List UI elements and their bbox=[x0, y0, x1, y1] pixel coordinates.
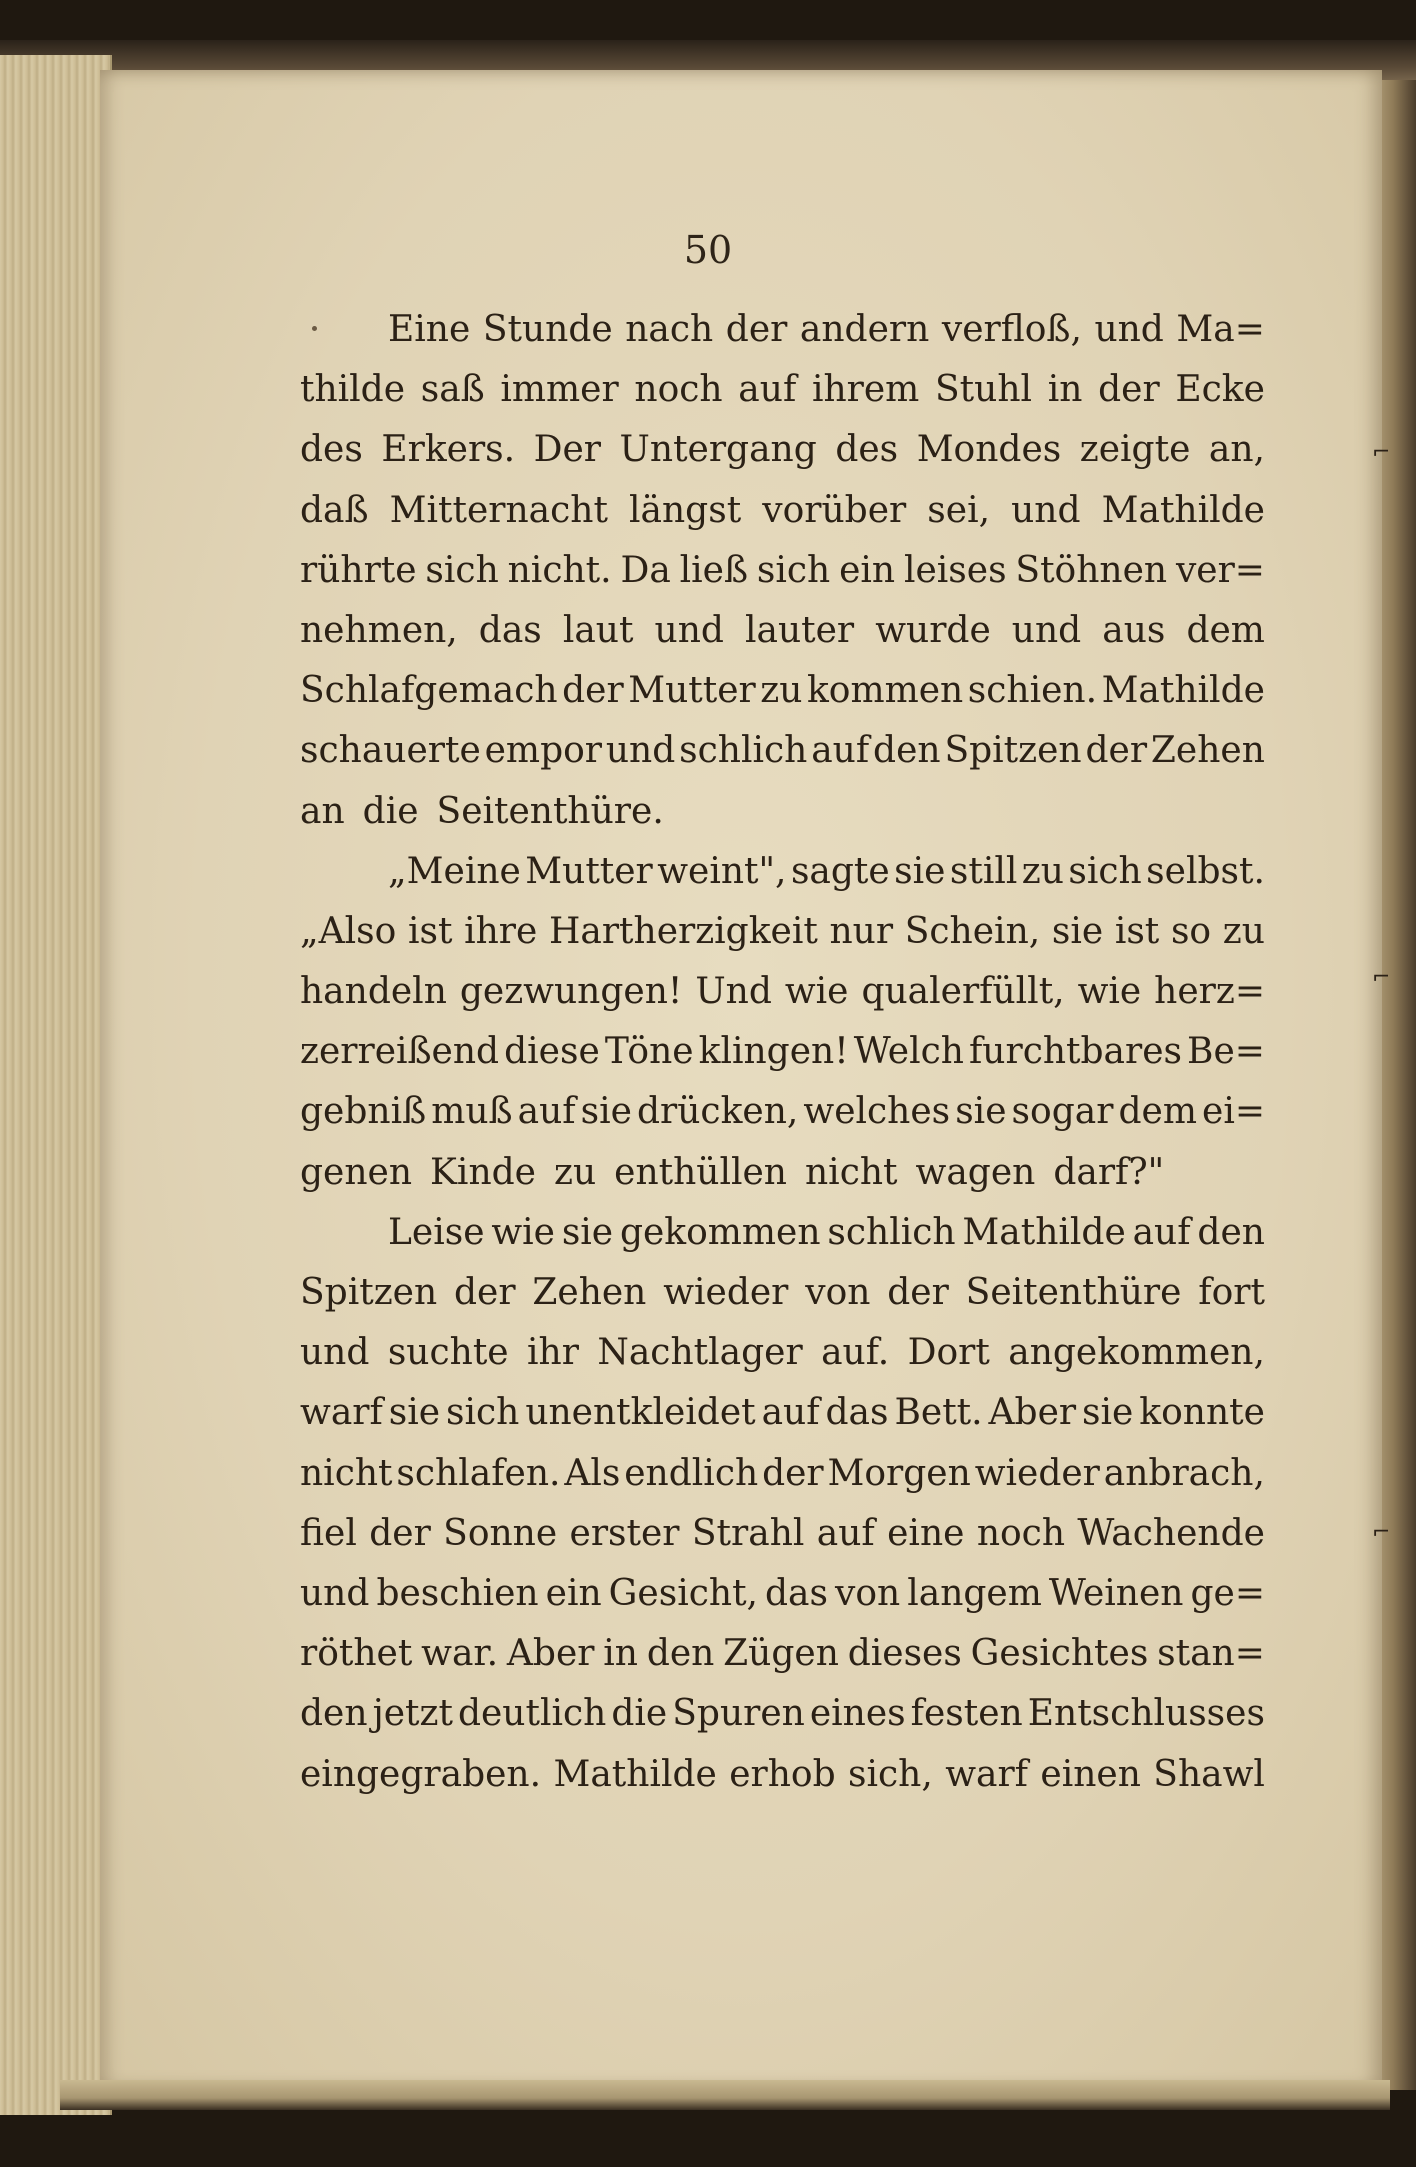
word: Stunde bbox=[482, 309, 613, 350]
word: lauter bbox=[744, 609, 855, 651]
word: Stöhnen bbox=[1015, 549, 1168, 591]
word: Seitenthüre. bbox=[436, 790, 664, 832]
word: Aber bbox=[506, 1633, 595, 1675]
word: nehmen, bbox=[300, 609, 458, 651]
word: jetzt bbox=[372, 1693, 453, 1735]
word: Mathilde bbox=[962, 1211, 1126, 1253]
word: Zügen bbox=[723, 1633, 839, 1675]
word: Wachende bbox=[1077, 1512, 1265, 1554]
word: verfloß, bbox=[941, 309, 1082, 350]
word: und bbox=[300, 1332, 370, 1374]
word: Erkers. bbox=[381, 429, 516, 471]
text-line bbox=[300, 1504, 1265, 1564]
word: der bbox=[562, 670, 624, 712]
text-line bbox=[300, 1444, 1265, 1504]
word: an bbox=[300, 790, 345, 832]
word: auf bbox=[1132, 1211, 1191, 1253]
word: Und bbox=[695, 971, 772, 1013]
word: von bbox=[835, 1572, 901, 1614]
word: muß bbox=[431, 1091, 513, 1133]
word: zu bbox=[553, 1151, 597, 1193]
word: noch bbox=[976, 1512, 1066, 1554]
word: des bbox=[835, 429, 899, 471]
word: eines bbox=[809, 1693, 906, 1735]
text-line bbox=[300, 300, 1265, 360]
word: nicht bbox=[300, 1452, 393, 1494]
text-line bbox=[300, 1624, 1265, 1684]
word: schlich bbox=[679, 730, 808, 772]
word: Weinen bbox=[1048, 1572, 1184, 1614]
word: zu bbox=[1021, 850, 1064, 892]
word: röthet bbox=[300, 1633, 413, 1675]
text-line bbox=[300, 1263, 1265, 1323]
word: empor bbox=[484, 730, 602, 772]
word: Mathilde bbox=[1101, 489, 1265, 531]
word: sei, bbox=[927, 489, 991, 531]
word: klingen! bbox=[698, 1031, 849, 1073]
word: furchtbares bbox=[968, 1031, 1182, 1073]
word: Spitzen bbox=[944, 730, 1082, 772]
word: „Also bbox=[300, 910, 397, 952]
word: Da bbox=[620, 549, 671, 591]
word: vorüber bbox=[762, 489, 907, 531]
text-line bbox=[300, 1203, 1265, 1263]
word: sie bbox=[388, 1392, 441, 1434]
word: erster bbox=[569, 1512, 680, 1554]
word: angekommen, bbox=[1008, 1332, 1265, 1374]
word: von bbox=[805, 1272, 871, 1313]
word: noch bbox=[634, 369, 723, 411]
word: der bbox=[725, 309, 788, 350]
word: sie bbox=[580, 1091, 632, 1133]
word: still bbox=[949, 850, 1018, 892]
word: ein bbox=[839, 549, 896, 591]
text-line bbox=[300, 601, 1265, 661]
word: zeigte bbox=[1079, 429, 1191, 471]
word: leises bbox=[903, 549, 1007, 591]
word: sie bbox=[894, 850, 946, 892]
word: Spuren bbox=[672, 1693, 805, 1735]
word: auf bbox=[816, 1512, 875, 1554]
text-line bbox=[300, 1022, 1265, 1082]
word: diese bbox=[504, 1031, 600, 1073]
word: sich bbox=[425, 549, 499, 591]
word: Töne bbox=[604, 1031, 694, 1073]
text-line bbox=[300, 902, 1265, 962]
word: Leise bbox=[388, 1211, 485, 1253]
word: erhob bbox=[729, 1753, 836, 1795]
word: wagen bbox=[915, 1151, 1036, 1193]
word: langem bbox=[907, 1572, 1042, 1614]
word: Untergang bbox=[619, 429, 817, 471]
word: deutlich bbox=[457, 1693, 607, 1735]
text-line bbox=[300, 1143, 1265, 1203]
word: ließ bbox=[679, 549, 749, 591]
text-line bbox=[300, 962, 1265, 1022]
word: „Meine bbox=[388, 850, 521, 892]
word: Eine bbox=[388, 309, 471, 350]
word: in bbox=[603, 1633, 638, 1675]
word: eine bbox=[887, 1512, 965, 1554]
word: Mutter bbox=[525, 850, 653, 892]
word: fort bbox=[1198, 1272, 1265, 1313]
word: beschien bbox=[376, 1572, 539, 1614]
word: sie bbox=[1051, 910, 1104, 952]
word: Aber bbox=[988, 1392, 1077, 1434]
word: Mathilde bbox=[1101, 670, 1265, 712]
word: ihre bbox=[464, 910, 538, 952]
word: konnte bbox=[1139, 1392, 1265, 1434]
word: sogar bbox=[1011, 1091, 1114, 1133]
word: Shawl bbox=[1153, 1753, 1265, 1795]
word: Als bbox=[564, 1452, 621, 1494]
word: schlich bbox=[827, 1211, 956, 1253]
word: ist bbox=[1114, 910, 1160, 952]
word: so bbox=[1170, 910, 1212, 952]
page-stack-bottom-edge bbox=[60, 2080, 1390, 2110]
word: Ecke bbox=[1175, 369, 1265, 411]
text-line bbox=[300, 541, 1265, 601]
word: handeln bbox=[300, 971, 447, 1013]
word: ei= bbox=[1202, 1091, 1265, 1133]
word: sie bbox=[561, 1211, 614, 1253]
word: drücken, bbox=[636, 1091, 799, 1133]
word: nicht bbox=[805, 1151, 898, 1193]
text-line bbox=[300, 1564, 1265, 1624]
word: und bbox=[1094, 309, 1164, 350]
word: anbrach, bbox=[1103, 1452, 1265, 1494]
text-line bbox=[300, 782, 1265, 842]
word: den bbox=[646, 1633, 715, 1675]
word: auf bbox=[761, 1392, 820, 1434]
word: eingegraben. bbox=[300, 1753, 542, 1795]
word: nicht. bbox=[507, 549, 612, 591]
word: Mathilde bbox=[553, 1753, 717, 1795]
word: Ma= bbox=[1176, 309, 1265, 350]
word: Bett. bbox=[894, 1392, 983, 1434]
word: Hartherzigkeit bbox=[548, 910, 818, 952]
word: das bbox=[825, 1392, 889, 1434]
word: Mondes bbox=[916, 429, 1062, 471]
word: Dort bbox=[907, 1332, 990, 1374]
word: die bbox=[611, 1693, 668, 1735]
word: wie bbox=[784, 971, 849, 1013]
word: und bbox=[300, 1572, 370, 1614]
word: und bbox=[1011, 489, 1081, 531]
text-line bbox=[300, 1082, 1265, 1142]
word: ihrem bbox=[811, 369, 920, 411]
word: sagte bbox=[790, 850, 890, 892]
word: Schlafgemach bbox=[300, 670, 558, 712]
word: Morgen bbox=[827, 1452, 971, 1494]
word: selbst. bbox=[1146, 850, 1265, 892]
word: wurde bbox=[875, 609, 991, 651]
word: saß bbox=[420, 369, 485, 411]
word: festen bbox=[910, 1693, 1023, 1735]
word: einen bbox=[1040, 1753, 1141, 1795]
word: Be= bbox=[1187, 1031, 1265, 1073]
word: Zehen bbox=[1150, 730, 1265, 772]
word: den bbox=[300, 1693, 368, 1735]
word: Nachtlager bbox=[597, 1332, 803, 1374]
word: sie bbox=[955, 1091, 1007, 1133]
word: den bbox=[1197, 1211, 1265, 1253]
word: nach bbox=[625, 309, 714, 350]
page-number: 50 bbox=[683, 228, 733, 272]
word: Mitternacht bbox=[389, 489, 608, 531]
word: thilde bbox=[300, 369, 406, 411]
word: war. bbox=[421, 1633, 499, 1675]
word: ist bbox=[407, 910, 453, 952]
word: unentkleidet bbox=[525, 1392, 756, 1434]
word: suchte bbox=[387, 1332, 509, 1374]
word: auf bbox=[738, 369, 797, 411]
word: immer bbox=[500, 369, 619, 411]
word: wieder bbox=[974, 1452, 1100, 1494]
word: Stuhl bbox=[935, 369, 1033, 411]
word: wieder bbox=[663, 1272, 789, 1313]
word: schlafen. bbox=[396, 1452, 561, 1494]
word: in bbox=[1047, 369, 1083, 411]
word: weint", bbox=[657, 850, 787, 892]
text-line bbox=[300, 1383, 1265, 1443]
page-stack-left-edge bbox=[0, 55, 112, 2115]
word: schauerte bbox=[300, 730, 481, 772]
word: gebniß bbox=[300, 1091, 427, 1133]
text-line bbox=[300, 1684, 1265, 1744]
margin-tick-mark: ⌐ bbox=[1372, 965, 1391, 990]
word: Schein, bbox=[904, 910, 1041, 952]
word: ihr bbox=[527, 1332, 579, 1374]
word: sich, bbox=[848, 1753, 933, 1795]
word: wie bbox=[1077, 971, 1142, 1013]
word: dem bbox=[1118, 1091, 1197, 1133]
word: qualerfüllt, bbox=[861, 971, 1065, 1013]
word: Seitenthüre bbox=[965, 1272, 1182, 1313]
word: nur bbox=[829, 910, 894, 952]
word: andern bbox=[799, 309, 930, 350]
word: auf bbox=[517, 1091, 576, 1133]
word: auf. bbox=[821, 1332, 890, 1374]
word: ein bbox=[545, 1572, 602, 1614]
text-line bbox=[300, 1323, 1265, 1383]
word: Welch bbox=[853, 1031, 964, 1073]
word: enthüllen bbox=[614, 1151, 787, 1193]
word: und bbox=[654, 609, 724, 651]
text-line bbox=[300, 1745, 1265, 1805]
word: das bbox=[478, 609, 542, 651]
word: zerreißend bbox=[300, 1031, 500, 1073]
word: und bbox=[1011, 609, 1082, 651]
word: des bbox=[300, 429, 363, 471]
word: Sonne bbox=[443, 1512, 558, 1554]
word: warf bbox=[300, 1392, 383, 1434]
text-line bbox=[300, 842, 1265, 902]
word: Gesichtes bbox=[970, 1633, 1149, 1675]
word: der bbox=[1085, 730, 1148, 772]
word: schien. bbox=[967, 670, 1098, 712]
word: auf bbox=[811, 730, 870, 772]
word: längst bbox=[629, 489, 742, 531]
text-line bbox=[300, 721, 1265, 781]
word: der bbox=[887, 1272, 949, 1313]
word: sie bbox=[1082, 1392, 1134, 1434]
word: Mutter bbox=[628, 670, 756, 712]
word: zu bbox=[760, 670, 803, 712]
word: genen bbox=[300, 1151, 413, 1193]
word: Entschlusses bbox=[1027, 1693, 1265, 1735]
word: wie bbox=[491, 1211, 555, 1253]
word: das bbox=[765, 1572, 828, 1614]
word: der bbox=[1098, 369, 1160, 411]
word: an, bbox=[1208, 429, 1265, 471]
word: Der bbox=[533, 429, 602, 471]
word: gekommen bbox=[619, 1211, 821, 1253]
word: den bbox=[873, 730, 941, 772]
word: laut bbox=[562, 609, 634, 651]
word: Spitzen bbox=[300, 1272, 438, 1313]
body-text bbox=[300, 300, 1265, 1805]
word: Gesicht, bbox=[608, 1572, 758, 1614]
word: fiel bbox=[300, 1512, 357, 1554]
word: warf bbox=[945, 1753, 1028, 1795]
text-line bbox=[300, 661, 1265, 721]
word: und bbox=[605, 730, 676, 772]
word: endlich bbox=[624, 1452, 759, 1494]
word: ver= bbox=[1175, 549, 1265, 591]
word: stan= bbox=[1157, 1633, 1265, 1675]
word: gezwungen! bbox=[459, 971, 683, 1013]
word: die bbox=[362, 790, 419, 832]
word: der bbox=[453, 1272, 516, 1313]
word: der bbox=[762, 1452, 824, 1494]
word: darf?" bbox=[1053, 1151, 1165, 1193]
word: der bbox=[369, 1512, 431, 1554]
word: dieses bbox=[847, 1633, 962, 1675]
word: ge= bbox=[1190, 1572, 1265, 1614]
word: welches bbox=[803, 1091, 951, 1133]
word: Strahl bbox=[691, 1512, 805, 1554]
margin-tick-mark: ⌐ bbox=[1372, 440, 1391, 465]
word: sich bbox=[756, 549, 831, 591]
margin-tick-mark: ⌐ bbox=[1372, 1520, 1391, 1545]
word: sich bbox=[446, 1392, 520, 1434]
word: zu bbox=[1222, 910, 1265, 952]
text-line bbox=[300, 481, 1265, 541]
text-line bbox=[300, 360, 1265, 420]
word: Kinde bbox=[430, 1151, 536, 1193]
word: daß bbox=[300, 489, 369, 531]
word: Zehen bbox=[532, 1272, 647, 1313]
word: dem bbox=[1186, 609, 1265, 651]
word: herz= bbox=[1154, 971, 1265, 1013]
text-line bbox=[300, 420, 1265, 480]
word: kommen bbox=[806, 670, 964, 712]
word: aus bbox=[1102, 609, 1166, 651]
word: rührte bbox=[300, 549, 417, 591]
word: sich bbox=[1068, 850, 1142, 892]
